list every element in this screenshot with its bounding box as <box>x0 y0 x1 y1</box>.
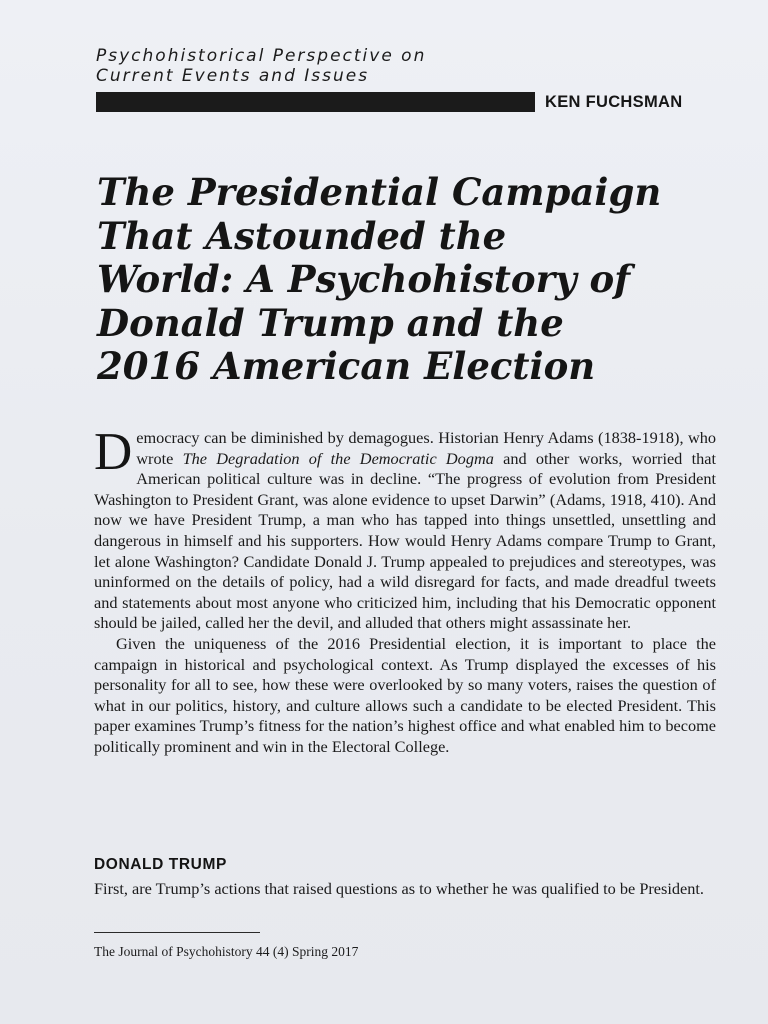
paragraph-1 <box>94 423 716 634</box>
series-line-2: Current Events and Issues <box>96 66 370 86</box>
title-line-4: Donald Trump and the <box>97 300 564 345</box>
title-line-5: 2016 American Election <box>97 344 596 388</box>
series-heading <box>96 46 426 86</box>
paragraph-1-text-a: emocracy can be diminished by demagogues. Historian Henry Adams (1838-1918), who wrote <box>136 428 716 468</box>
author-name: KEN FUCHSMAN <box>545 93 683 111</box>
book-title-italic: The Degradation of the Democratic Dogma <box>182 448 494 468</box>
footer-rule <box>94 932 260 933</box>
article-body <box>94 423 716 758</box>
section-paragraph: First, are Trump’s actions that raised questions as to whether he was qualified to be President. <box>94 879 704 898</box>
paragraph-2: Given the uniqueness of the 2016 Presidential election, it is important to place the campaign in historical and psychological context. As Trump displayed the excesses of his personality for all to see, how these were overlooked by so many voters, raises the question of what in our politics, history, and culture allows such a candidate to be elected President. This paper examines Trump’s fitness for the nation’s highest office and what enabled him to become politically prominent and win in the Electoral College. <box>94 633 716 756</box>
article-title <box>97 171 737 389</box>
section-heading: DONALD TRUMP <box>94 856 227 873</box>
header-rule-bar <box>96 92 535 112</box>
title-line-2: That Astounded the <box>97 213 507 258</box>
series-line-1: Psychohistorical Perspective on <box>96 46 427 66</box>
paragraph-1-text-b: and other works, worried that American political culture was in decline. “The progress of evolution from President Washington to President Grant, was alone evidence to upset Darwin” (Adams, 1918, 410). And now we have President Trump, a man who has tapped into things unsettled, unsettling and dangerous in himself and his supporters. How would Henry Adams compare Trump to Grant, let alone Washington? Candidate Donald J. Trump appealed to prejudices and stereotypes, was uninformed on the details of policy, had a wild disregard for facts, and made dreadful tweets and statements about most anyone who criticized him, including that his Democratic opponent should be jailed, called her the devil, and alluded that others might assassinate her. <box>94 448 716 633</box>
journal-citation: The Journal of Psychohistory 44 (4) Spring 2017 <box>94 944 359 959</box>
title-line-1: The Presidential Campaign <box>97 170 662 214</box>
title-line-3: World: A Psychohistory of <box>97 257 631 301</box>
drop-cap: D <box>94 423 133 481</box>
